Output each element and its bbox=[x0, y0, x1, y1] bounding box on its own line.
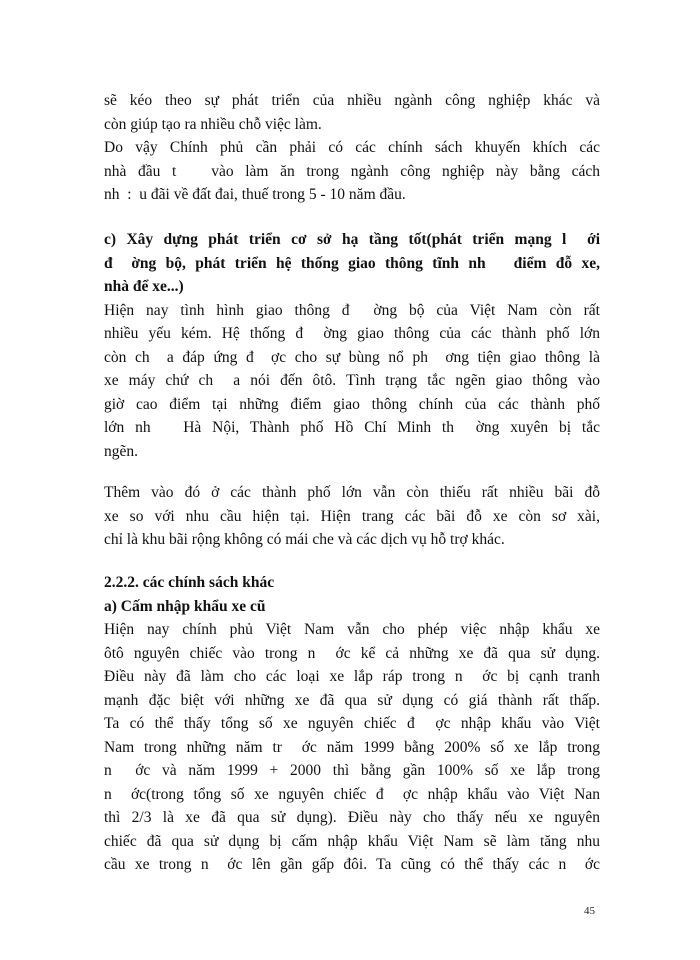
heading-line: đ ờng bộ, phát triển hệ thống giao thông tĩnh nh điểm đỗ xe, bbox=[104, 254, 600, 272]
text-line: nhiều yếu kém. Hệ thống đ ờng giao thông của các thành phố lớn bbox=[104, 325, 600, 342]
heading-line: nhà để xe...) bbox=[104, 278, 184, 295]
text-line: chỉ là khu bãi rộng không có mái che và các dịch vụ hỗ trợ khác. bbox=[104, 531, 505, 548]
text-line: Ta có thể thấy tổng số xe nguyên chiếc đ ợc nhập khẩu vào Việt bbox=[104, 715, 600, 732]
text-line: thì 2/3 là xe đã qua sử dụng). Điều này cho thấy nếu xe nguyên bbox=[104, 809, 600, 826]
heading-other-policies bbox=[104, 571, 600, 618]
text-line: Điều này đã làm cho các loại xe lắp ráp trong n ớc bị cạnh tranh bbox=[104, 668, 600, 685]
paragraph-incentives bbox=[104, 89, 600, 207]
text-line: n ớc(trong tổng số xe nguyên chiếc đ ợc nhập khẩu vào Việt Nan bbox=[104, 785, 600, 803]
subsection-heading: a) Cấm nhập khẩu xe cũ bbox=[104, 597, 266, 615]
heading-infrastructure bbox=[104, 228, 600, 299]
text-line: nh : u đãi về đất đai, thuế trong 5 - 10 năm đầu. bbox=[104, 186, 406, 203]
text-line: Thêm vào đó ở các thành phố lớn vẫn còn thiếu rất nhiều bãi đỗ bbox=[104, 484, 600, 501]
text-line: Hiện nay chính phủ Việt Nam vẫn cho phép việc nhập khẩu xe bbox=[104, 621, 600, 638]
text-line: n ớc và năm 1999 + 2000 thì bằng gần 100% số xe lắp trong bbox=[104, 762, 600, 779]
text-line: Do vậy Chính phủ cần phải có các chính sách khuyến khích các bbox=[104, 139, 600, 156]
text-line: xe máy chứ ch a nói đến ôtô. Tình trạng tắc ngẽn giao thông vào bbox=[104, 372, 600, 389]
text-line: sẽ kéo theo sự phát triển của nhiều ngành công nghiệp khác và bbox=[104, 92, 600, 109]
text-line: còn giúp tạo ra nhiều chỗ việc làm. bbox=[104, 115, 322, 133]
text-line: cầu xe trong n ớc lên gần gấp đôi. Ta cũng có thể thấy các n ớc bbox=[104, 856, 600, 873]
text-line: còn ch a đáp ứng đ ợc cho sự bùng nổ ph ơng tiện giao thông là bbox=[104, 348, 600, 366]
page-number: 45 bbox=[584, 905, 595, 917]
text-line: Nam trong những năm tr ớc năm 1999 bằng 200% số xe lắp trong bbox=[104, 738, 600, 756]
heading-line: c) Xây dựng phát triển cơ sở hạ tầng tốt(phát triển mạng l ới bbox=[104, 231, 600, 248]
text-line: ngẽn. bbox=[104, 442, 139, 460]
text-line: nhà đầu t vào làm ăn trong ngành công nghiệp này bằng cách bbox=[104, 162, 600, 180]
text-line: xe so với nhu cầu hiện tại. Hiện trang các bãi đỗ xe còn sơ xài, bbox=[104, 507, 600, 525]
text-line: ôtô nguyên chiếc vào trong n ớc kể cả những xe đã qua sử dụng. bbox=[104, 644, 600, 662]
text-line: lớn nh Hà Nội, Thành phố Hồ Chí Minh th ờng xuyên bị tắc bbox=[104, 419, 600, 436]
section-heading: 2.2.2. các chính sách khác bbox=[104, 574, 275, 591]
text-line: giờ cao điểm tại những điểm giao thông chính của các thành phố bbox=[104, 395, 600, 413]
section-other-policies bbox=[104, 571, 600, 877]
section-infrastructure bbox=[104, 228, 600, 463]
text-line: mạnh đặc biệt với những xe đã qua sử dụng có giá thành rất thấp. bbox=[104, 691, 600, 709]
paragraph-parking bbox=[104, 481, 600, 552]
text-line: chiếc đã qua sử dụng bị cấm nhập khẩu Việt Nam sẽ làm tăng nhu bbox=[104, 832, 600, 850]
text-line: Hiện nay tình hình giao thông đ ờng bộ của Việt Nam còn rất bbox=[104, 301, 600, 319]
